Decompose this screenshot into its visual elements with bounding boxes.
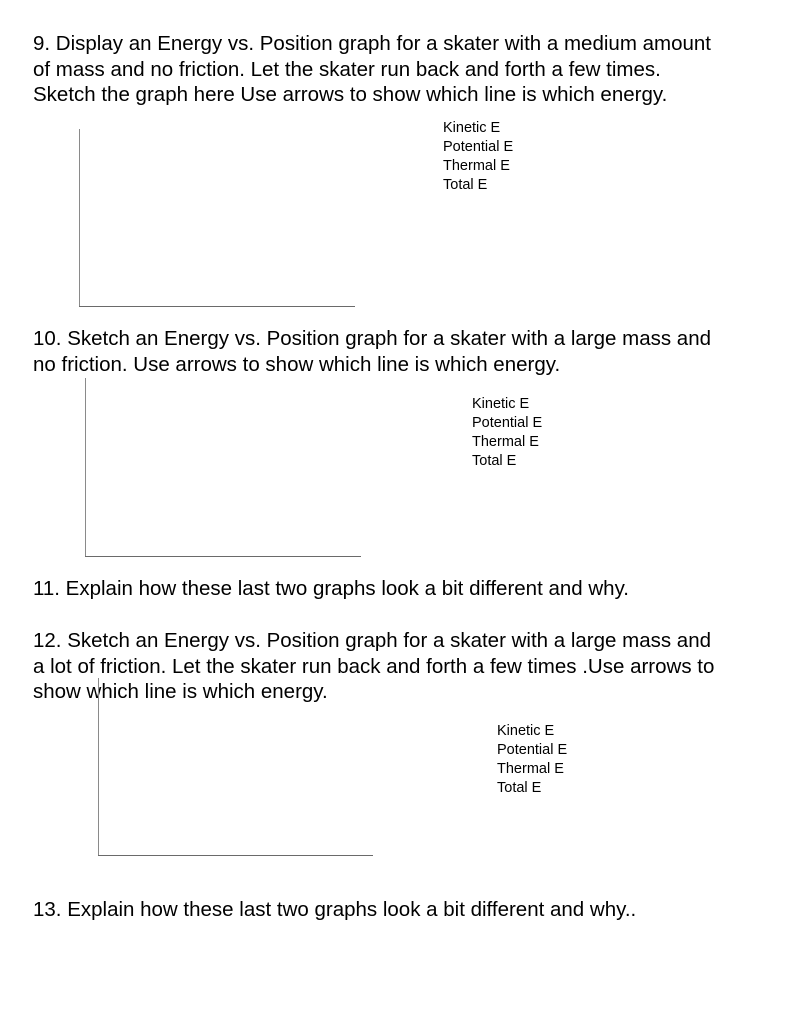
question-12: [33, 628, 768, 705]
legend-kinetic: Kinetic E: [497, 723, 555, 739]
question-12-line-1: 12. Sketch an Energy vs. Position graph for a skater with a large mass and: [33, 629, 711, 652]
legend-kinetic: Kinetic E: [472, 396, 530, 412]
question-9-line-2: of mass and no friction. Let the skater run back and forth a few times.: [33, 57, 661, 81]
legend-total: Total E: [497, 780, 542, 796]
graph-10-legend: [472, 395, 542, 471]
question-13-line-1: 13. Explain how these last two graphs look a bit different and why..: [33, 898, 637, 921]
legend-potential: Potential E: [497, 742, 568, 758]
question-10-line-2: no friction. Use arrows to show which line is which energy.: [33, 352, 561, 376]
question-11-line-1: 11. Explain how these last two graphs look a bit different and why.: [33, 577, 629, 600]
graph-12-x-axis: [98, 855, 373, 856]
question-10: [33, 326, 768, 377]
legend-potential: Potential E: [472, 415, 543, 431]
question-9-line-3: Sketch the graph here Use arrows to show which line is which energy.: [33, 83, 668, 106]
graph-9-y-axis: [79, 129, 80, 306]
graph-9-x-axis: [79, 306, 355, 307]
graph-9-legend: [443, 119, 513, 195]
question-9: [33, 31, 768, 108]
question-12-line-3: show which line is which energy.: [33, 680, 328, 703]
legend-total: Total E: [472, 453, 517, 469]
legend-thermal: Thermal E: [472, 434, 539, 450]
graph-10-y-axis: [85, 378, 86, 556]
graph-10-x-axis: [85, 556, 361, 557]
graph-12-legend: [497, 722, 567, 798]
legend-thermal: Thermal E: [497, 761, 564, 777]
legend-total: Total E: [443, 177, 488, 193]
legend-potential: Potential E: [443, 139, 514, 155]
graph-12-y-axis: [98, 678, 99, 855]
question-11: [33, 576, 768, 602]
question-12-line-2: a lot of friction. Let the skater run back and forth a few times .Use arrows to: [33, 654, 715, 678]
legend-thermal: Thermal E: [443, 158, 510, 174]
question-10-line-1: 10. Sketch an Energy vs. Position graph for a skater with a large mass and: [33, 327, 711, 350]
question-9-line-1: 9. Display an Energy vs. Position graph for a skater with a medium amount: [33, 32, 711, 55]
legend-kinetic: Kinetic E: [443, 120, 501, 136]
question-13: [33, 897, 768, 923]
